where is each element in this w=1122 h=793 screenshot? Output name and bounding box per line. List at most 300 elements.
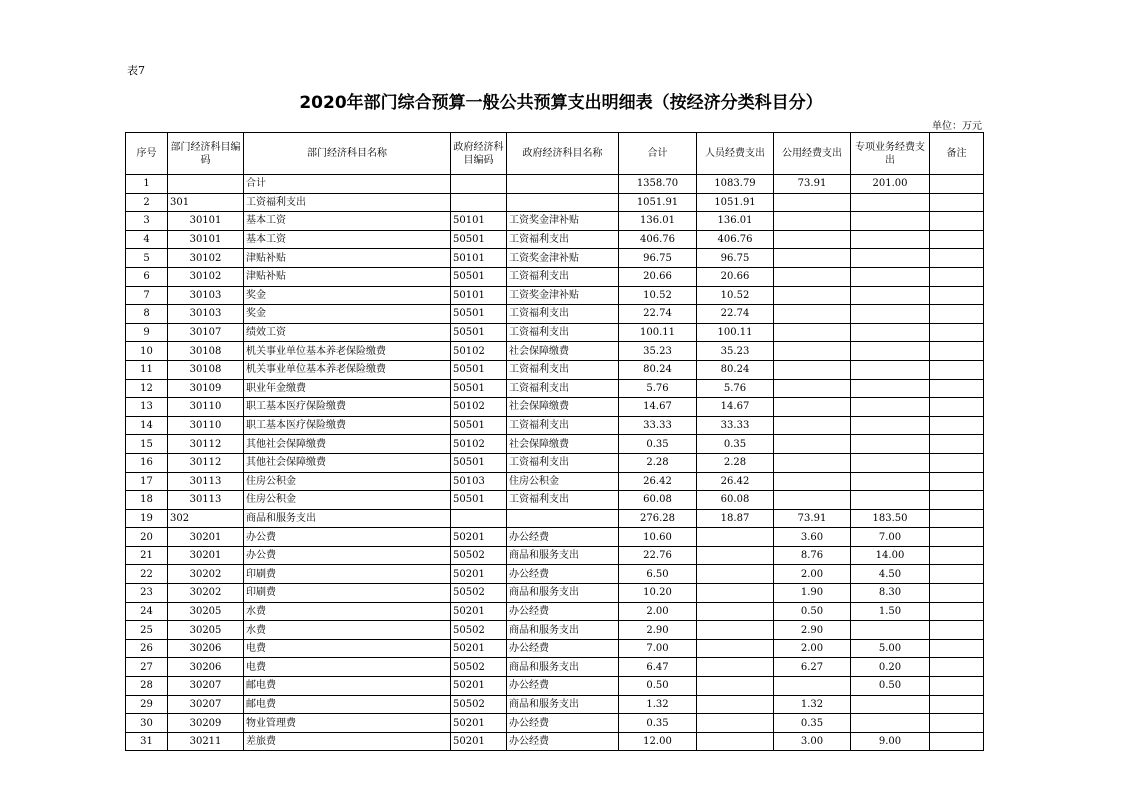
cell-personnel xyxy=(697,546,774,565)
cell-note xyxy=(930,621,984,640)
cell-seq: 15 xyxy=(126,435,168,454)
table-row xyxy=(126,509,984,528)
cell-public: 0.35 xyxy=(774,714,851,733)
cell-gov-name: 社会保障缴费 xyxy=(507,435,619,454)
cell-special xyxy=(851,305,930,324)
cell-note xyxy=(930,714,984,733)
cell-gov-code: 50102 xyxy=(451,435,507,454)
cell-public: 73.91 xyxy=(774,175,851,194)
cell-public: 1.90 xyxy=(774,584,851,603)
cell-gov-name: 工资福利支出 xyxy=(507,453,619,472)
table-row xyxy=(126,453,984,472)
cell-public: 2.00 xyxy=(774,565,851,584)
cell-public: 1.32 xyxy=(774,695,851,714)
cell-seq: 17 xyxy=(126,472,168,491)
cell-special xyxy=(851,286,930,305)
cell-note xyxy=(930,695,984,714)
cell-dept-name: 职工基本医疗保险缴费 xyxy=(244,398,451,417)
table-row xyxy=(126,472,984,491)
cell-seq: 24 xyxy=(126,602,168,621)
cell-gov-code: 50502 xyxy=(451,584,507,603)
table-row xyxy=(126,416,984,435)
cell-dept-code: 30201 xyxy=(168,546,244,565)
cell-dept-name: 物业管理费 xyxy=(244,714,451,733)
cell-seq: 18 xyxy=(126,491,168,510)
cell-seq: 14 xyxy=(126,416,168,435)
table-row xyxy=(126,193,984,212)
cell-dept-code: 301 xyxy=(168,193,244,212)
cell-public xyxy=(774,677,851,696)
cell-personnel: 0.35 xyxy=(697,435,774,454)
cell-dept-name: 差旅费 xyxy=(244,732,451,751)
cell-public: 0.50 xyxy=(774,602,851,621)
header-personnel: 人员经费支出 xyxy=(697,133,774,175)
cell-dept-code: 30110 xyxy=(168,416,244,435)
cell-personnel xyxy=(697,565,774,584)
cell-personnel: 33.33 xyxy=(697,416,774,435)
cell-dept-code: 30207 xyxy=(168,677,244,696)
budget-detail-table xyxy=(125,132,984,751)
cell-gov-name: 办公经费 xyxy=(507,714,619,733)
cell-gov-code: 50201 xyxy=(451,639,507,658)
cell-dept-name: 职业年金缴费 xyxy=(244,379,451,398)
cell-gov-code: 50502 xyxy=(451,695,507,714)
cell-gov-name: 工资奖金津补贴 xyxy=(507,212,619,231)
cell-public: 73.91 xyxy=(774,509,851,528)
cell-dept-name: 办公费 xyxy=(244,528,451,547)
table-row xyxy=(126,342,984,361)
cell-seq: 22 xyxy=(126,565,168,584)
cell-special xyxy=(851,193,930,212)
cell-gov-name: 工资福利支出 xyxy=(507,267,619,286)
table-row xyxy=(126,732,984,751)
cell-gov-name: 办公经费 xyxy=(507,602,619,621)
cell-dept-name: 职工基本医疗保险缴费 xyxy=(244,416,451,435)
cell-total: 0.35 xyxy=(619,435,697,454)
cell-special: 0.20 xyxy=(851,658,930,677)
cell-seq: 13 xyxy=(126,398,168,417)
cell-personnel: 2.28 xyxy=(697,453,774,472)
cell-total: 7.00 xyxy=(619,639,697,658)
cell-note xyxy=(930,732,984,751)
cell-dept-code: 30112 xyxy=(168,435,244,454)
table-row xyxy=(126,658,984,677)
cell-dept-name: 其他社会保障缴费 xyxy=(244,435,451,454)
cell-dept-code: 30102 xyxy=(168,249,244,268)
cell-seq: 31 xyxy=(126,732,168,751)
cell-personnel: 26.42 xyxy=(697,472,774,491)
cell-special xyxy=(851,453,930,472)
cell-dept-name: 奖金 xyxy=(244,286,451,305)
cell-seq: 7 xyxy=(126,286,168,305)
cell-dept-name: 绩效工资 xyxy=(244,323,451,342)
cell-public xyxy=(774,398,851,417)
cell-public xyxy=(774,267,851,286)
cell-total: 26.42 xyxy=(619,472,697,491)
cell-note xyxy=(930,342,984,361)
cell-note xyxy=(930,360,984,379)
cell-total: 33.33 xyxy=(619,416,697,435)
cell-gov-name: 工资福利支出 xyxy=(507,323,619,342)
table-row xyxy=(126,323,984,342)
header-dept-code: 部门经济科目编码 xyxy=(168,133,244,175)
cell-gov-code xyxy=(451,175,507,194)
cell-total: 12.00 xyxy=(619,732,697,751)
cell-dept-code: 30108 xyxy=(168,360,244,379)
cell-dept-code: 30201 xyxy=(168,528,244,547)
cell-dept-name: 工资福利支出 xyxy=(244,193,451,212)
cell-gov-code: 50101 xyxy=(451,286,507,305)
cell-personnel: 22.74 xyxy=(697,305,774,324)
cell-gov-code: 50102 xyxy=(451,398,507,417)
document-title: 2020年部门综合预算一般公共预算支出明细表（按经济分类科目分） xyxy=(299,93,823,113)
table-row xyxy=(126,584,984,603)
table-row xyxy=(126,639,984,658)
cell-gov-code: 50501 xyxy=(451,416,507,435)
cell-special xyxy=(851,472,930,491)
header-gov-code: 政府经济科目编码 xyxy=(451,133,507,175)
cell-gov-code xyxy=(451,509,507,528)
cell-personnel xyxy=(697,639,774,658)
table-body xyxy=(126,175,984,751)
cell-seq: 27 xyxy=(126,658,168,677)
header-total: 合计 xyxy=(619,133,697,175)
cell-gov-name: 办公经费 xyxy=(507,732,619,751)
cell-gov-name: 工资奖金津补贴 xyxy=(507,286,619,305)
table-row xyxy=(126,286,984,305)
cell-dept-name: 水费 xyxy=(244,621,451,640)
cell-seq: 6 xyxy=(126,267,168,286)
cell-personnel: 136.01 xyxy=(697,212,774,231)
cell-total: 2.90 xyxy=(619,621,697,640)
cell-dept-name: 机关事业单位基本养老保险缴费 xyxy=(244,342,451,361)
cell-special: 7.00 xyxy=(851,528,930,547)
cell-gov-name: 工资福利支出 xyxy=(507,360,619,379)
cell-note xyxy=(930,658,984,677)
cell-gov-code: 50103 xyxy=(451,472,507,491)
cell-special: 5.00 xyxy=(851,639,930,658)
table-row xyxy=(126,528,984,547)
cell-personnel: 406.76 xyxy=(697,230,774,249)
cell-personnel: 5.76 xyxy=(697,379,774,398)
table-row xyxy=(126,491,984,510)
table-row xyxy=(126,267,984,286)
cell-personnel: 1083.79 xyxy=(697,175,774,194)
cell-personnel xyxy=(697,658,774,677)
cell-gov-code: 50501 xyxy=(451,267,507,286)
cell-gov-name: 商品和服务支出 xyxy=(507,621,619,640)
cell-total: 2.28 xyxy=(619,453,697,472)
cell-note xyxy=(930,305,984,324)
cell-dept-name: 津贴补贴 xyxy=(244,267,451,286)
header-gov-name: 政府经济科目名称 xyxy=(507,133,619,175)
cell-special xyxy=(851,714,930,733)
cell-gov-name: 商品和服务支出 xyxy=(507,695,619,714)
cell-dept-code: 30113 xyxy=(168,491,244,510)
cell-gov-name: 办公经费 xyxy=(507,639,619,658)
cell-gov-code: 50102 xyxy=(451,342,507,361)
cell-seq: 29 xyxy=(126,695,168,714)
cell-public: 6.27 xyxy=(774,658,851,677)
cell-seq: 30 xyxy=(126,714,168,733)
cell-public: 2.90 xyxy=(774,621,851,640)
table-row xyxy=(126,602,984,621)
cell-note xyxy=(930,528,984,547)
cell-total: 0.50 xyxy=(619,677,697,696)
cell-note xyxy=(930,323,984,342)
cell-public xyxy=(774,212,851,231)
table-row xyxy=(126,714,984,733)
cell-gov-code: 50501 xyxy=(451,230,507,249)
cell-seq: 10 xyxy=(126,342,168,361)
table-row xyxy=(126,398,984,417)
cell-gov-name xyxy=(507,509,619,528)
cell-gov-name: 办公经费 xyxy=(507,528,619,547)
cell-personnel: 10.52 xyxy=(697,286,774,305)
cell-public xyxy=(774,472,851,491)
cell-gov-name: 商品和服务支出 xyxy=(507,658,619,677)
cell-public xyxy=(774,193,851,212)
cell-total: 0.35 xyxy=(619,714,697,733)
table-row xyxy=(126,677,984,696)
cell-special xyxy=(851,398,930,417)
cell-gov-code: 50502 xyxy=(451,621,507,640)
cell-personnel: 18.87 xyxy=(697,509,774,528)
cell-special: 183.50 xyxy=(851,509,930,528)
cell-dept-code: 30207 xyxy=(168,695,244,714)
cell-dept-name: 电费 xyxy=(244,639,451,658)
cell-special xyxy=(851,621,930,640)
cell-gov-code: 50101 xyxy=(451,249,507,268)
cell-gov-code: 50501 xyxy=(451,379,507,398)
cell-public xyxy=(774,416,851,435)
cell-dept-code: 30205 xyxy=(168,621,244,640)
cell-public xyxy=(774,491,851,510)
cell-personnel: 80.24 xyxy=(697,360,774,379)
cell-gov-code: 50501 xyxy=(451,453,507,472)
cell-gov-code: 50502 xyxy=(451,658,507,677)
cell-total: 14.67 xyxy=(619,398,697,417)
cell-note xyxy=(930,249,984,268)
cell-dept-name: 津贴补贴 xyxy=(244,249,451,268)
table-row xyxy=(126,435,984,454)
cell-public xyxy=(774,305,851,324)
cell-gov-code: 50201 xyxy=(451,602,507,621)
cell-dept-name: 办公费 xyxy=(244,546,451,565)
cell-special xyxy=(851,323,930,342)
cell-total: 136.01 xyxy=(619,212,697,231)
table-row xyxy=(126,621,984,640)
table-row xyxy=(126,249,984,268)
cell-personnel xyxy=(697,602,774,621)
cell-gov-code: 50201 xyxy=(451,565,507,584)
cell-dept-name: 印刷费 xyxy=(244,584,451,603)
cell-public: 2.00 xyxy=(774,639,851,658)
cell-special xyxy=(851,416,930,435)
cell-gov-name: 办公经费 xyxy=(507,677,619,696)
cell-personnel xyxy=(697,528,774,547)
cell-total: 6.47 xyxy=(619,658,697,677)
cell-note xyxy=(930,267,984,286)
cell-note xyxy=(930,546,984,565)
cell-note xyxy=(930,491,984,510)
cell-note xyxy=(930,435,984,454)
cell-dept-code: 30202 xyxy=(168,565,244,584)
cell-seq: 20 xyxy=(126,528,168,547)
cell-public xyxy=(774,323,851,342)
cell-gov-name: 工资福利支出 xyxy=(507,305,619,324)
cell-personnel xyxy=(697,677,774,696)
cell-personnel: 96.75 xyxy=(697,249,774,268)
cell-gov-name: 工资福利支出 xyxy=(507,416,619,435)
cell-seq: 1 xyxy=(126,175,168,194)
cell-personnel: 1051.91 xyxy=(697,193,774,212)
cell-special xyxy=(851,435,930,454)
header-special: 专项业务经费支出 xyxy=(851,133,930,175)
cell-seq: 16 xyxy=(126,453,168,472)
cell-dept-code: 30103 xyxy=(168,286,244,305)
cell-note xyxy=(930,286,984,305)
cell-personnel xyxy=(697,732,774,751)
cell-gov-code: 50502 xyxy=(451,546,507,565)
header-dept-name: 部门经济科目名称 xyxy=(244,133,451,175)
cell-gov-code: 50101 xyxy=(451,212,507,231)
cell-total: 6.50 xyxy=(619,565,697,584)
cell-note xyxy=(930,175,984,194)
cell-note xyxy=(930,602,984,621)
cell-total: 80.24 xyxy=(619,360,697,379)
cell-public: 3.00 xyxy=(774,732,851,751)
cell-dept-code: 30108 xyxy=(168,342,244,361)
cell-note xyxy=(930,398,984,417)
cell-seq: 12 xyxy=(126,379,168,398)
cell-public xyxy=(774,342,851,361)
cell-gov-code: 50501 xyxy=(451,360,507,379)
table-row xyxy=(126,565,984,584)
table-row xyxy=(126,230,984,249)
cell-dept-name: 住房公积金 xyxy=(244,491,451,510)
cell-public xyxy=(774,286,851,305)
cell-gov-name: 住房公积金 xyxy=(507,472,619,491)
cell-seq: 21 xyxy=(126,546,168,565)
cell-dept-code: 30101 xyxy=(168,212,244,231)
cell-gov-name: 商品和服务支出 xyxy=(507,584,619,603)
cell-gov-code: 50201 xyxy=(451,732,507,751)
cell-gov-name: 社会保障缴费 xyxy=(507,342,619,361)
cell-total: 5.76 xyxy=(619,379,697,398)
cell-dept-name: 其他社会保障缴费 xyxy=(244,453,451,472)
table-row xyxy=(126,212,984,231)
cell-special xyxy=(851,230,930,249)
cell-dept-name: 基本工资 xyxy=(244,212,451,231)
cell-dept-code: 302 xyxy=(168,509,244,528)
cell-note xyxy=(930,453,984,472)
cell-seq: 2 xyxy=(126,193,168,212)
cell-seq: 19 xyxy=(126,509,168,528)
header-seq: 序号 xyxy=(126,133,168,175)
header-note: 备注 xyxy=(930,133,984,175)
cell-gov-code: 50201 xyxy=(451,528,507,547)
cell-personnel: 60.08 xyxy=(697,491,774,510)
table-row xyxy=(126,695,984,714)
cell-note xyxy=(930,230,984,249)
cell-special xyxy=(851,249,930,268)
cell-total: 10.20 xyxy=(619,584,697,603)
cell-seq: 5 xyxy=(126,249,168,268)
cell-seq: 26 xyxy=(126,639,168,658)
cell-note xyxy=(930,639,984,658)
table-row xyxy=(126,360,984,379)
cell-public xyxy=(774,453,851,472)
cell-special: 8.30 xyxy=(851,584,930,603)
cell-dept-code: 30206 xyxy=(168,639,244,658)
cell-special xyxy=(851,491,930,510)
cell-dept-name: 邮电费 xyxy=(244,695,451,714)
cell-note xyxy=(930,416,984,435)
cell-public: 8.76 xyxy=(774,546,851,565)
cell-public: 3.60 xyxy=(774,528,851,547)
cell-total: 100.11 xyxy=(619,323,697,342)
cell-personnel xyxy=(697,695,774,714)
cell-personnel: 14.67 xyxy=(697,398,774,417)
cell-note xyxy=(930,509,984,528)
cell-dept-name: 电费 xyxy=(244,658,451,677)
cell-dept-name: 机关事业单位基本养老保险缴费 xyxy=(244,360,451,379)
cell-personnel: 20.66 xyxy=(697,267,774,286)
cell-special: 201.00 xyxy=(851,175,930,194)
cell-total: 1.32 xyxy=(619,695,697,714)
header-public: 公用经费支出 xyxy=(774,133,851,175)
cell-gov-name xyxy=(507,193,619,212)
cell-dept-name: 水费 xyxy=(244,602,451,621)
cell-public xyxy=(774,435,851,454)
cell-dept-code: 30205 xyxy=(168,602,244,621)
cell-public xyxy=(774,360,851,379)
cell-seq: 3 xyxy=(126,212,168,231)
cell-gov-code: 50501 xyxy=(451,491,507,510)
table-number-label: 表7 xyxy=(127,64,145,77)
cell-dept-code: 30107 xyxy=(168,323,244,342)
cell-special: 9.00 xyxy=(851,732,930,751)
cell-total: 276.28 xyxy=(619,509,697,528)
cell-total: 20.66 xyxy=(619,267,697,286)
cell-dept-name: 邮电费 xyxy=(244,677,451,696)
cell-note xyxy=(930,379,984,398)
cell-dept-name: 奖金 xyxy=(244,305,451,324)
cell-gov-name: 商品和服务支出 xyxy=(507,546,619,565)
cell-dept-code: 30109 xyxy=(168,379,244,398)
table-header-row xyxy=(126,133,984,175)
cell-note xyxy=(930,193,984,212)
cell-gov-code: 50501 xyxy=(451,323,507,342)
cell-seq: 23 xyxy=(126,584,168,603)
table-row xyxy=(126,175,984,194)
cell-seq: 4 xyxy=(126,230,168,249)
cell-dept-name: 基本工资 xyxy=(244,230,451,249)
cell-public xyxy=(774,230,851,249)
cell-seq: 28 xyxy=(126,677,168,696)
cell-special xyxy=(851,342,930,361)
cell-gov-code: 50201 xyxy=(451,677,507,696)
cell-total: 22.76 xyxy=(619,546,697,565)
cell-gov-code: 50201 xyxy=(451,714,507,733)
cell-dept-code: 30202 xyxy=(168,584,244,603)
table-row xyxy=(126,305,984,324)
cell-personnel xyxy=(697,584,774,603)
cell-dept-code: 30113 xyxy=(168,472,244,491)
cell-note xyxy=(930,677,984,696)
cell-total: 1358.70 xyxy=(619,175,697,194)
